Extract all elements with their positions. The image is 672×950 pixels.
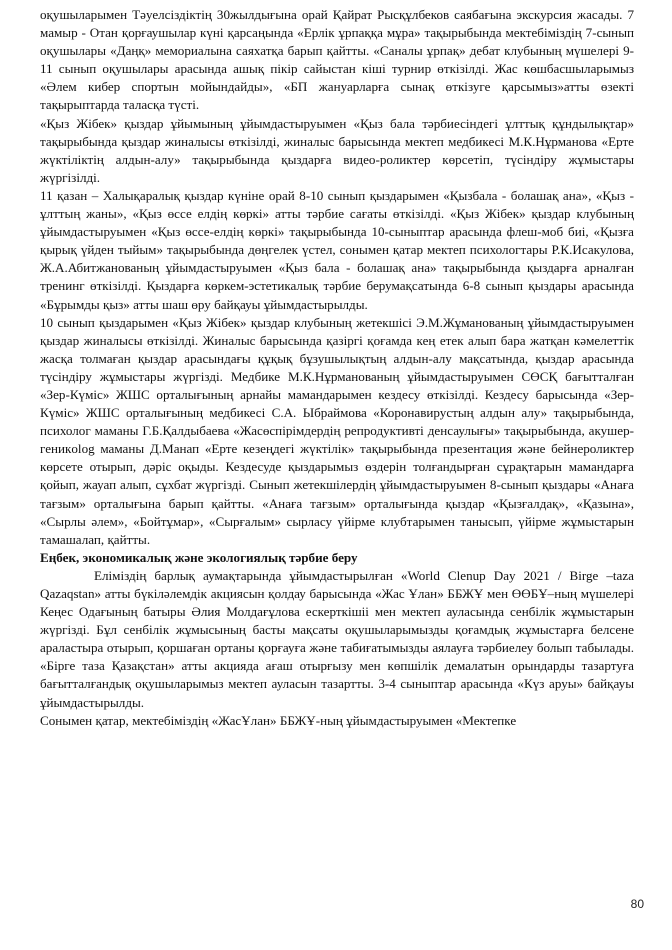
document-page (40, 6, 634, 730)
section-heading: Еңбек, экономикалық және экологиялық тәрбие беру (40, 549, 358, 565)
paragraph-kyz-zhibek-meeting: «Қыз Жібек» қыздар ұйымының ұйымдастыруымен «Қыз бала тәрбиесіндегі ұлттық құндылықтар» тақырыбында қыздар жиналысы өткізілді, жиналыс барысында мектеп медбикесі М.К.Нұрманова «Ерте жүктіліктің алдын-алу» тақырыбында қыздарға видео-роликтер көрсетіп, түсіндіру жұмыстары жүргізілді. (40, 115, 634, 185)
page-number: 80 (630, 897, 644, 911)
paragraph-excursion: оқушыларымен Тәуелсіздіктің 30жылдығына орай Қайрат Рысқұлбеков саябағына экскурсия жасады. 7 мамыр - Отан қорғаушылар күні қарсаңында «Ерлік ұрпаққа мұра» тақырыбында мектебіміздің 7-сынып оқушылары «Даңқ» мемориалына саяхатқа барып қайтты. «Саналы ұрпақ» дебат клубының мүшелері 9-11 сынып оқушылары арасында ашық пікір сайыстан кіші турнир өткізілді. Жас көшбасшыларымыз «Әлем кибер спортын мойындайды», «БП жануарларға сынақ өткізуге қарсымыз»атты өзекті тақырыптарда таласқа түсті. (40, 7, 634, 113)
paragraph-continuation: Сонымен қатар, мектебіміздің «ЖасҰлан» ББЖҰ-ның ұйымдастыруымен «Мектепке (40, 712, 517, 728)
paragraph-cleanup-day: Еліміздің барлық аумақтарында ұйымдастырылған «World Clenup Day 2021 / Birge –taza Qazaqstan» атты бүкіләлемдік акциясын қолдау барысында «Жас Ұлан» ББЖҰ мен ӨӨБҰ–ның мүшелері Кеңес Одағының батыры Әлия Молдағұлова ескерткішіі мен мектеп ауласында сенбілік жұмыстарын жүргізді. Бұл сенбілік жұмысының басты мақсаты оқушыларымызды қоғамдық жұмыстарға белсене араластыра отырып, қоршаған ортаны қорғауға және табиғатымызды аялауға тәрбиелеу болып табылады. «Бірге таза Қазақстан» атты акцияда ағаш отырғызу мен көпшілік демалатын орындарды тазартуға бағытталғандық оқушыларымыз мектеп ауласын тазартты. 3-4 сыныптар арасында «Күз аруы» байқауы ұйымдастырылды. (40, 567, 634, 710)
paragraph-grade10-meeting: 10 сынып қыздарымен «Қыз Жібек» қыздар клубының жетекшісі Э.М.Жұманованың ұйымдастыруымен қыздар жиналысы өткізілді. Жиналыс барысында қазіргі қоғамда кең етек алып бара жатқан кәмелеттік жасқа толмаған қыздар арасындағы құқық бұзушылықтың алдын-алу мақсатында, қыздар арасында түсіндіру жұмыстары жүргізді. Медбике М.К.Нұрманованың ұйымдастыруымен СӨСҚ бағытталған «Зер-Күміс» ЖШС орталығының арнайы мамандарымен кездесу өткізілді. Кездесу барысында «Зер-Күміс» ЖШС орталығының медбикесі С.А. Ыбраймова «Коронавирустың алдын алу» тақырыбында, психолог маманы Г.Б.Қалдыбаева «Жасөспірімдердің репродуктивті денсаулығы» тақырыбында, акушер-геникolog маманы Д.Манап «Ерте кезеңдегі жүктілік» тақырыбында презентация және бейнероликтер көрсете отырып, дәріс оқыды. Кездесуде қыздарымыз өздерін толғандырған сұрақтарын мамандарға қойып, жауап алып, сұхбат жүргізді. Сынып жетекшілердің ұйымдастыруымен 8-сынып қыздары «Анаға тағзым» орталығына барып қайтты. «Анаға тағзым» орталығында қыздар «Қызғалдақ», «Қазына», «Сырлы әлем», «Бойтұмар», «Сырғалым» сырласу үйірме клубтарымен танысып, үйірме жұмыстарын тамашалап, қайтты. (40, 314, 634, 547)
paragraph-girls-day: 11 қазан – Халықаралық қыздар күніне орай 8-10 сынып қыздарымен «Қызбала - болашақ ана», «Қыз - ұлттың жаны», «Қыз өссе елдің көркі» атты тәрбие сағаты өткізілді. «Қыз Жібек» қыздар клубының ұйымдастыруымен «Қыз өссе-елдің көркі» тақырыбында 10-сыныптар арасында флеш-моб биі, «Қызға қырық үйден тыйым» тақырыбында дөңгелек үстел, сонымен қатар мектеп психологтары Р.К.Исакулова, Ж.А.Абитжанованың ұйымдастыруымен «Қыз бала - болашақ ана» тақырыбында қыздарға арналған тренинг өткізілді. Қыздарға көркем-эстетикалық тәрбие берумақсатында 6-8 сынып қыздары арасында «Бұрымды қыз» атты шаш өру байқауы ұйымдастырылды. (40, 187, 634, 312)
